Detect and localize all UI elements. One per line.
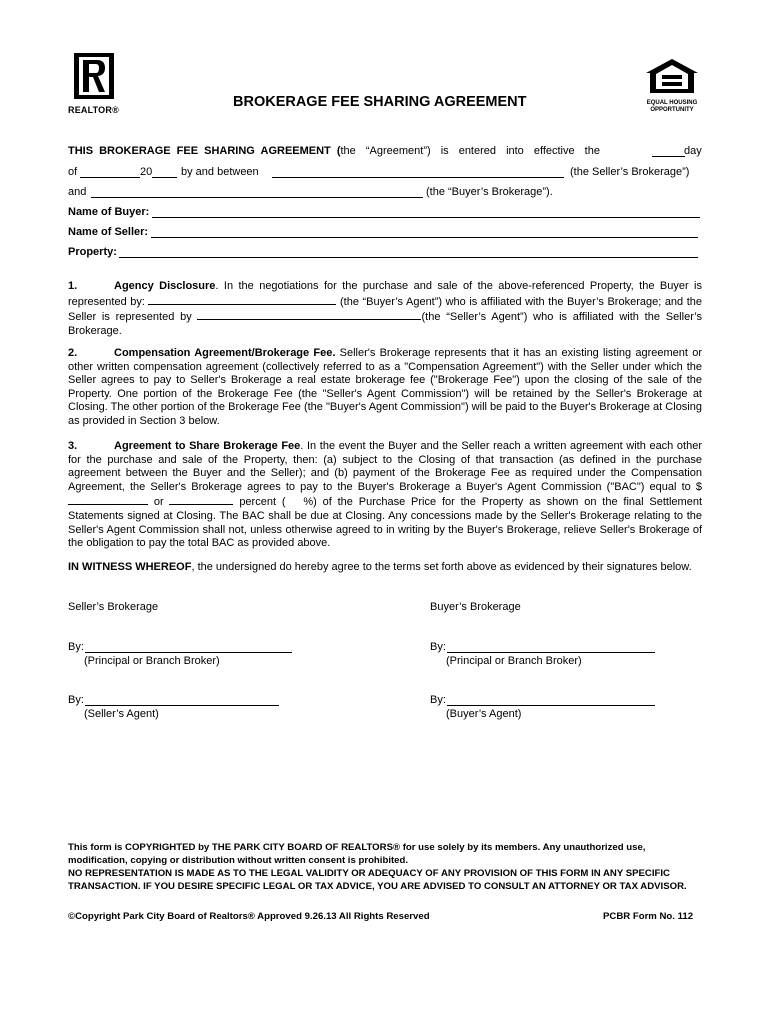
intro-of-label: of xyxy=(68,166,78,178)
section-1-text-3: (the “Seller’s Agent”) who is affiliated with the Seller’s Brokerage. xyxy=(68,311,703,337)
intro-agreement-text: the “Agreement”) is entered into effective the xyxy=(340,145,600,157)
section-3-text-1: . In the event the Buyer and the Seller reach a written agreement with each other for the purchase and sale of the Property, then: (a) subject to the Closing of that transaction (as defined in the purchase agreement between the Buyer and the Seller); and (b) payment of the Brokerage Fee as required under the Compensation Agreement, the Seller's Brokerage agrees to pay to the Buyer's Brokerage a Buyer's Agent Commission ("BAC") equal to $ xyxy=(68,440,702,493)
equal-housing-house-icon xyxy=(644,58,700,94)
buyers-brokerage-label: Buyer’s Brokerage xyxy=(430,601,521,613)
seller-agent-caption: (Seller’s Agent) xyxy=(84,708,159,720)
name-of-buyer-field[interactable] xyxy=(152,206,700,218)
section-1-text-1: . In the negotiations for the purchase and sale of the above-referenced Property, the Buyer is represented by: xyxy=(68,280,702,308)
section-3-or: or xyxy=(153,496,164,509)
seller-broker-signature-field[interactable] xyxy=(85,641,292,653)
section-2-heading: Compensation Agreement/Brokerage Fee. xyxy=(114,347,336,359)
page-title: BROKERAGE FEE SHARING AGREEMENT xyxy=(233,94,527,110)
section-3-text-2: %) of the Purchase Price for the Property as shown on the final Settlement Statements signed at Closing. The BAC shall be due at Closing. Any concessions made by the Seller's Brokerage relating to the Seller's Agent Commission shall not, unless otherwise agreed to in writing by the Buyer's Brokerage, relieve Seller's Brokerage of the obligation to pay the total BAC as provided above. xyxy=(68,496,703,550)
intro-day-label: day xyxy=(684,145,702,157)
witness-text: , the undersigned do hereby agree to the terms set forth above as evidenced by their signatures below. xyxy=(191,561,692,573)
equal-housing-caption-2: OPPORTUNITY xyxy=(650,107,694,113)
legal-disclaimer: NO REPRESENTATION IS MADE AS TO THE LEGAL VALIDITY OR ADEQUACY OF ANY PROVISION OF THIS FORM IN ANY SPECIFIC TRANSACTION. IF YOU DESIRE SPECIFIC LEGAL OR TAX ADVICE, YOU ARE ADVISED TO CONSULT AN ATTORNEY OR TAX ADVISOR. xyxy=(68,868,687,893)
name-of-seller-field[interactable] xyxy=(151,226,698,238)
section-3-share-fee xyxy=(68,440,702,551)
buyer-broker-caption: (Principal or Branch Broker) xyxy=(446,655,582,667)
sellers-brokerage-field[interactable] xyxy=(272,166,564,178)
name-of-buyer-label: Name of Buyer: xyxy=(68,206,150,218)
intro-between-label: by and between xyxy=(181,166,259,178)
section-3-number: 3. xyxy=(68,440,78,452)
sellers-brokerage-label: Seller’s Brokerage xyxy=(68,601,159,613)
buyer-broker-by-label: By: xyxy=(430,641,446,653)
property-field[interactable] xyxy=(119,246,698,258)
realtor-r-icon xyxy=(74,53,114,99)
section-2-text: Seller's Brokerage represents that it has an existing listing agreement or other written compensation agreement (collectively referred to as a "Compensation Agreement") with the Seller under which the Seller agrees to pay to Seller's Brokerage a real estate brokerage fee ("Brokerage Fee") upon the closing of the sale of the Property. One portion of the Brokerage Fee (the "Seller's Agent Commission") will be retained by the Seller's Brokerage at Closing. The other portion of the Brokerage Fee (the "Buyer's Agent Commission") will be paid to the Buyer's Brokerage at Closing as provided in Section 3 below. xyxy=(68,347,702,427)
bac-percent-field[interactable] xyxy=(169,494,233,505)
intro-sellers-brokerage-label: (the Seller’s Brokerage”) xyxy=(570,166,690,178)
intro-buyers-brokerage-label: (the “Buyer’s Brokerage”). xyxy=(426,186,553,198)
form-number: PCBR Form No. 112 xyxy=(603,911,694,922)
intro-lead: THIS BROKERAGE FEE SHARING AGREEMENT ( xyxy=(68,145,341,157)
witness-clause xyxy=(68,561,702,575)
month-field[interactable] xyxy=(80,166,140,178)
seller-broker-caption: (Principal or Branch Broker) xyxy=(84,655,220,667)
equal-housing-logo xyxy=(644,58,700,113)
year-field[interactable] xyxy=(152,166,177,178)
section-3-percent: percent ( xyxy=(239,496,286,509)
buyer-agent-signature-field[interactable] xyxy=(447,694,655,706)
section-2-compensation xyxy=(68,347,702,429)
section-1-heading: Agency Disclosure xyxy=(114,280,216,292)
buyer-agent-caption: (Buyer’s Agent) xyxy=(446,708,522,720)
section-3-heading: Agreement to Share Brokerage Fee xyxy=(114,440,301,452)
intro-20-label: 20 xyxy=(140,166,153,178)
intro-and-label: and xyxy=(68,186,87,198)
intro-line-1 xyxy=(68,145,702,157)
buyers-brokerage-field[interactable] xyxy=(91,186,423,198)
copyright-line: ©Copyright Park City Board of Realtors® Approved 9.26.13 All Rights Reserved xyxy=(68,911,430,922)
seller-broker-by-label: By: xyxy=(68,641,84,653)
seller-agent-by-label: By: xyxy=(68,694,84,706)
equal-housing-caption-1: EQUAL HOUSING xyxy=(646,100,698,106)
realtor-caption: REALTOR® xyxy=(68,105,119,115)
property-label: Property: xyxy=(68,246,117,258)
section-2-number: 2. xyxy=(68,347,78,359)
copyright-notice: This form is COPYRIGHTED by THE PARK CITY BOARD OF REALTORS® for use solely by its members. Any unauthorized use, modification, copying or distribution without written consent is prohibited. xyxy=(68,842,646,867)
buyers-agent-field[interactable] xyxy=(148,294,336,305)
bac-dollar-field[interactable] xyxy=(68,494,148,505)
realtor-logo xyxy=(68,53,120,115)
section-1-text-2: (the “Buyer’s Agent”) who is affiliated with the Buyer’s Brokerage; and the Seller is represented by xyxy=(68,295,702,324)
seller-agent-signature-field[interactable] xyxy=(85,694,279,706)
name-of-seller-label: Name of Seller: xyxy=(68,226,149,238)
witness-heading: IN WITNESS WHEREOF xyxy=(68,561,192,573)
section-1-number: 1. xyxy=(68,280,78,292)
sellers-agent-field[interactable] xyxy=(197,309,421,320)
section-1-agency-disclosure xyxy=(68,280,702,338)
day-field[interactable] xyxy=(652,145,685,157)
buyer-agent-by-label: By: xyxy=(430,694,446,706)
buyer-broker-signature-field[interactable] xyxy=(447,641,655,653)
